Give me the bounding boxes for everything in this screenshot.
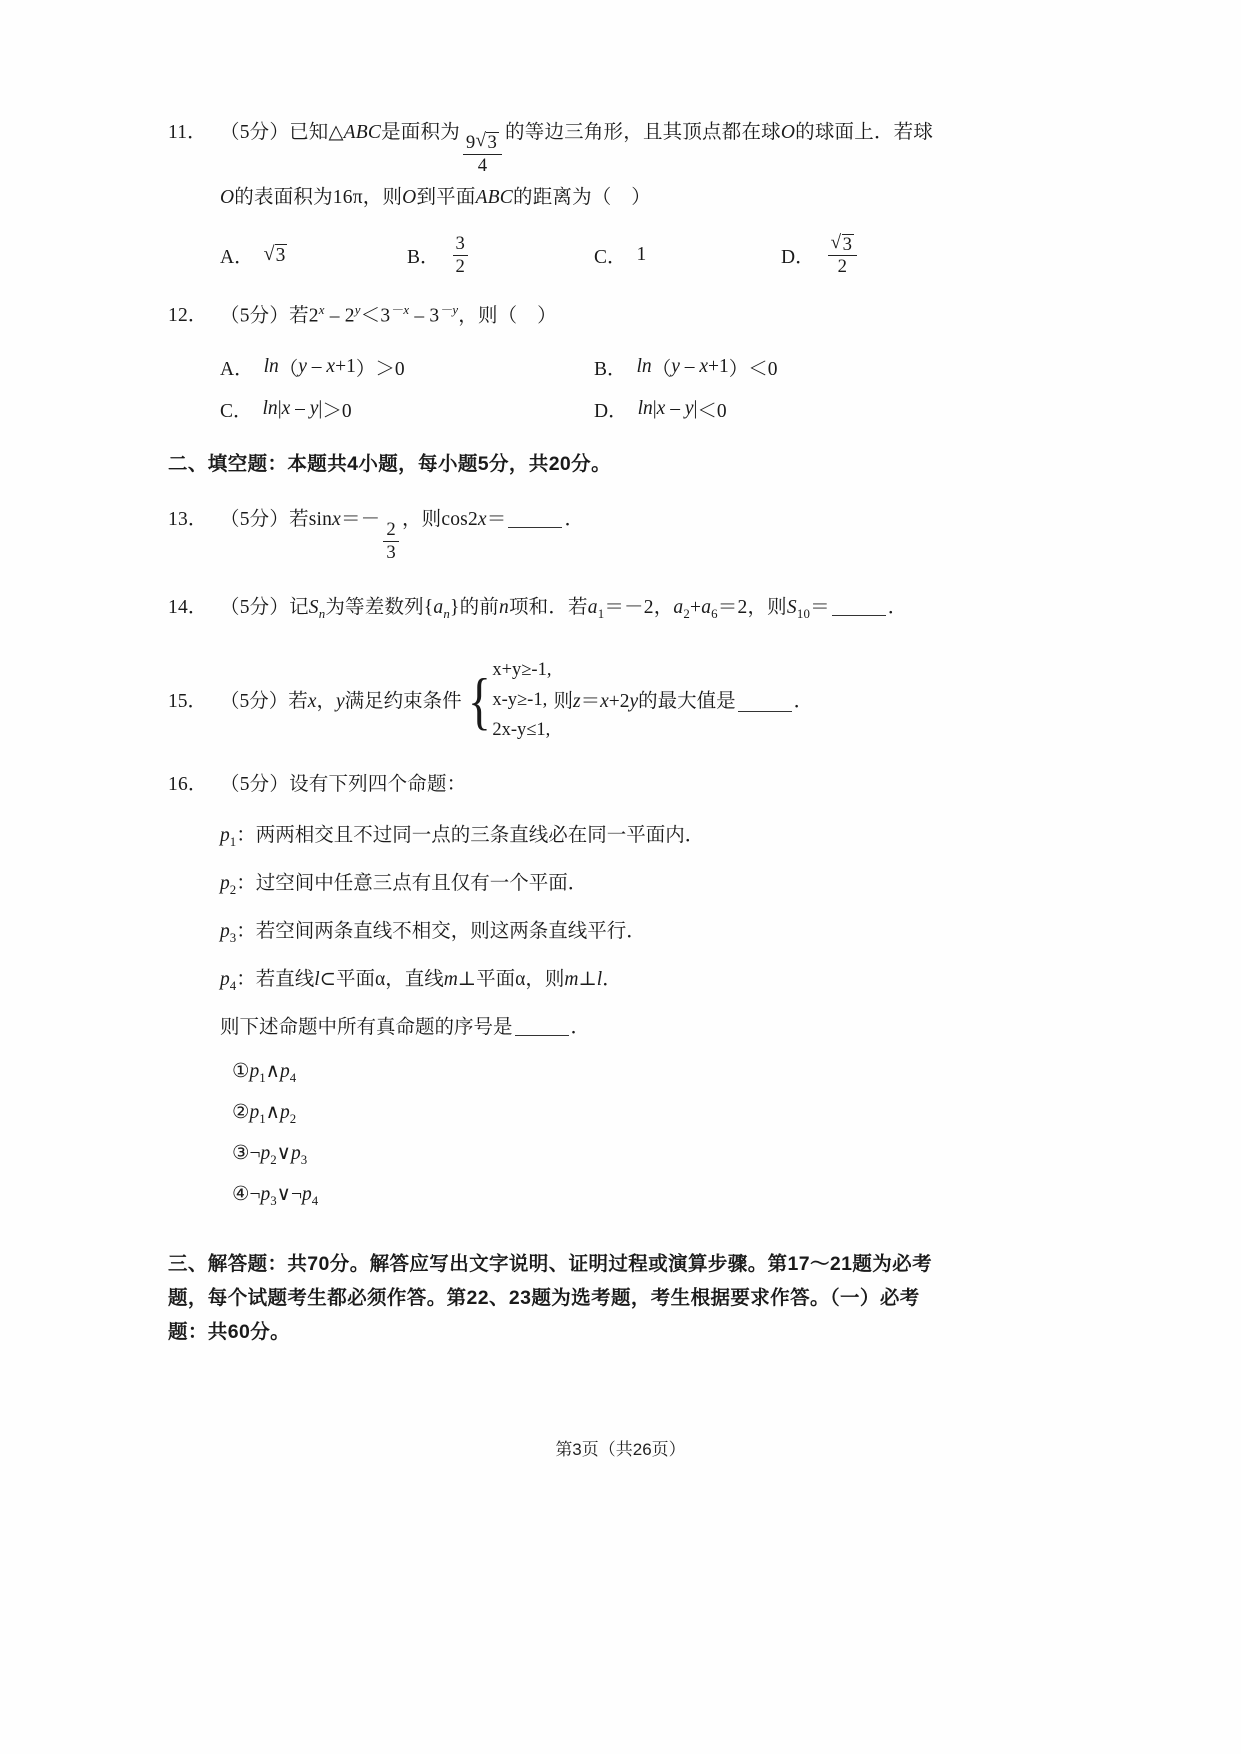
circled-number-2: ② (232, 1101, 250, 1123)
proposition-p4: $p_4$：若直线l⊂平面α，直线m⊥平面α，则m⊥l． (220, 968, 622, 993)
proposition-p1: $p_1$：两两相交且不过同一点的三条直线必在同一平面内． (220, 825, 705, 850)
question-11-stem: （5分）已知△ABC是面积为 $\frac{9 √ 3}{4}$ 的等边三角形，且其顶点都在球O的球面上．若球 (220, 118, 933, 176)
section-2-heading: 二、填空题：本题共4小题，每小题5分，共20分。 (168, 452, 611, 475)
constraint-system (464, 656, 552, 746)
question-12-stem: （5分）若$2^x - 2^y<3^{-x} - 3^{-y}$，则（ ） (220, 303, 557, 327)
question-14 (168, 593, 968, 625)
question-12-number: 12． (168, 305, 208, 327)
question-11-points: （5分） (220, 122, 290, 143)
question-12-options-row2 (168, 395, 968, 423)
constraint-2: x-y≥-1, (492, 690, 548, 711)
answer-blank-13[interactable] (508, 507, 562, 528)
constraint-1: x+y≥-1, (492, 660, 552, 681)
section-3-heading-line2: 题，每个试题考生都必须作答。第22、23题为选考题，考生根据要求作答。（一）必考 (168, 1286, 920, 1309)
sqrt-icon: √ 3 (264, 244, 288, 267)
question-14-number: 14． (168, 597, 208, 619)
question-16-stem: （5分）设有下列四个命题： (220, 774, 467, 796)
sqrt-icon: √ 3 (831, 234, 854, 255)
question-16-answer-line: 则下述命题中所有真命题的序号是 ． (220, 1016, 591, 1038)
sqrt-icon: √ 3 (475, 132, 499, 153)
option-12-a[interactable]: A． ln （ y – x +1 ） ＞0 (220, 355, 405, 380)
answer-blank-16[interactable] (515, 1015, 569, 1036)
circled-number-1: ① (232, 1061, 250, 1083)
option-11-b[interactable]: B． $\frac{3}{2}$ (407, 234, 594, 276)
section-3-heading-line1: 三、解答题：共70分。解答应写出文字说明、证明过程或演算步骤。第17～21题为必考 (168, 1252, 932, 1275)
question-16-number: 16． (168, 774, 208, 796)
choice-3[interactable]: $③\neg p_2\vee p_3$ (232, 1142, 308, 1167)
question-11-options (168, 234, 968, 277)
choice-4[interactable]: $④\neg p_3\vee\neg p_4$ (232, 1183, 319, 1208)
question-13-stem: （5分）若sinx＝－ $\frac{2}{3}$ ，则cos2x＝ ． (220, 508, 585, 563)
question-12-points: （5分） (220, 305, 290, 327)
question-16 (168, 770, 968, 800)
constraint-3: 2x-y≤1, (492, 720, 551, 741)
sin-fraction: $\frac{2}{3}$ (383, 520, 399, 562)
choice-2[interactable]: $②p_1\wedge p_2$ (232, 1101, 297, 1126)
exam-content (168, 118, 968, 1349)
option-11-a[interactable]: A． √ 3 (220, 241, 407, 269)
option-12-b[interactable]: B． ln （ y – x +1 ） ＜0 (594, 355, 778, 380)
option-12-d[interactable]: D． ln | x – y | ＜0 (594, 397, 727, 422)
circled-number-4: ④ (232, 1183, 250, 1205)
question-15-number: 15． (168, 690, 208, 712)
option-11-d[interactable]: D． √ $\frac{3}{2}$ (781, 234, 968, 277)
question-15: 15． （5分） 若 x ， y 满足约束条件 { x+y≥-1, x-y≥-1, 2x-y≤1, 则 z ＝ x +2 y 的最大值是 ． (168, 656, 968, 746)
page-footer: 第3页（共26页） (555, 1440, 686, 1459)
question-12 (168, 301, 968, 332)
question-11-stem-line2: O的表面积为16π，则O到平面ABC的距离为（ ） (220, 186, 651, 208)
option-12-c[interactable]: C． ln | x – y | ＞0 (220, 397, 352, 422)
left-brace-icon: { (467, 665, 491, 737)
question-11-number: 11． (168, 122, 207, 143)
choice-1[interactable]: $①p_1\wedge p_4$ (232, 1061, 297, 1085)
option-11-c[interactable]: C． 1 (594, 244, 647, 269)
question-13-number: 13． (168, 508, 208, 530)
section-3-heading-line3: 题：共60分。 (168, 1320, 290, 1343)
question-12-options-row1 (168, 353, 968, 381)
triangle-abc-label: ABC (343, 122, 382, 143)
answer-blank-15[interactable] (738, 691, 792, 712)
question-14-stem: （5分）记$S_n$为等差数列$\{a_n\}$的前n项和．若$a_1=-2$，$a_2+a_6=2$，则$S_{10}=$ ． (220, 597, 908, 622)
question-11 (168, 118, 968, 176)
circled-number-3: ③ (232, 1142, 250, 1164)
area-fraction: $\frac{9 √ 3}{4}$ (463, 132, 502, 175)
proposition-p2: $p_2$：过空间中任意三点有且仅有一个平面． (220, 873, 588, 898)
proposition-p3: $p_3$：若空间两条直线不相交，则这两条直线平行． (220, 921, 646, 946)
question-13 (168, 505, 968, 563)
answer-blank-14[interactable] (832, 596, 886, 617)
